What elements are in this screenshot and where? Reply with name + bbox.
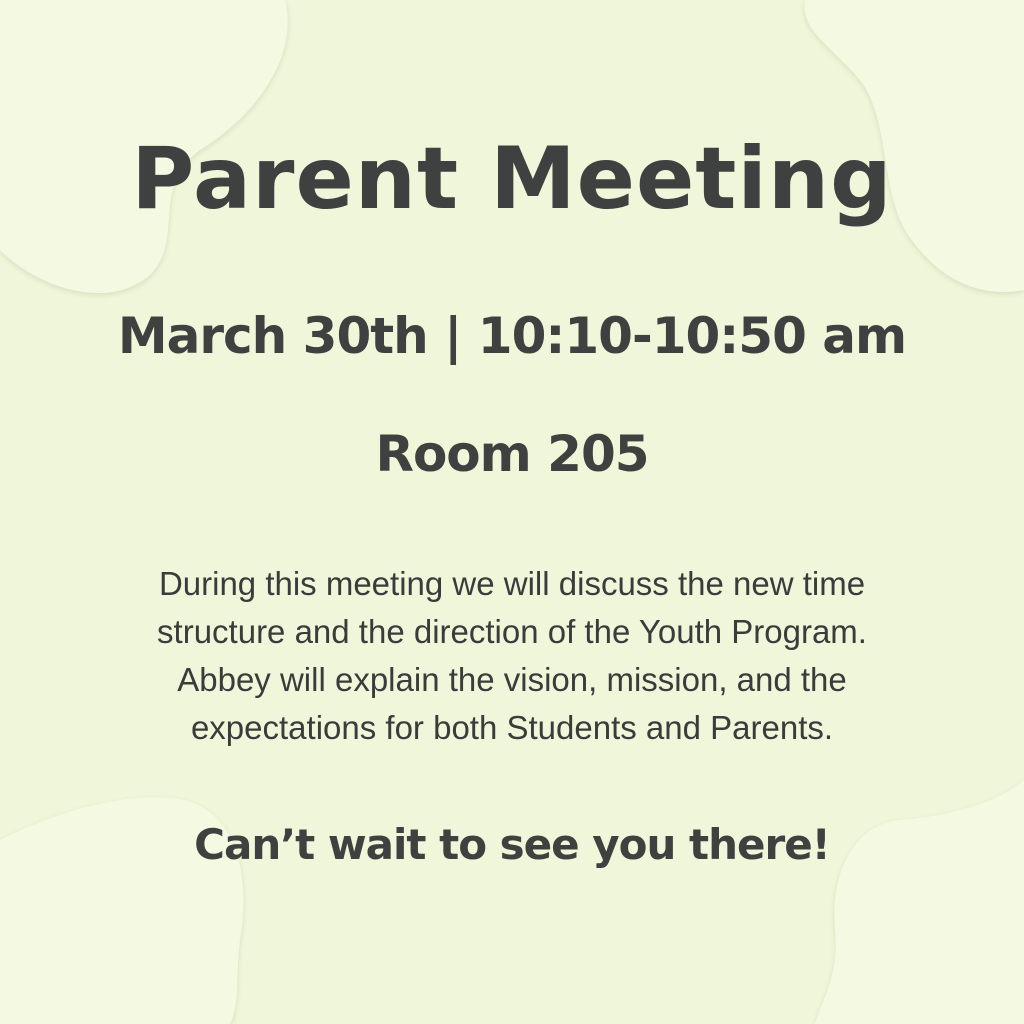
description-line: structure and the direction of the Youth Program.	[157, 613, 867, 650]
description-line: During this meeting we will discuss the new time	[158, 565, 866, 602]
description-paragraph	[62, 560, 962, 752]
description-line: Abbey will explain the vision, mission, and the	[177, 661, 847, 698]
description-line: expectations for both Students and Parents.	[190, 709, 834, 746]
meeting-date-time: March 30th | 10:10-10:50 am	[117, 307, 907, 365]
closing-message: Can’t wait to see you there!	[194, 820, 830, 869]
page-title: Parent Meeting	[131, 129, 893, 229]
meeting-room: Room 205	[375, 425, 649, 483]
